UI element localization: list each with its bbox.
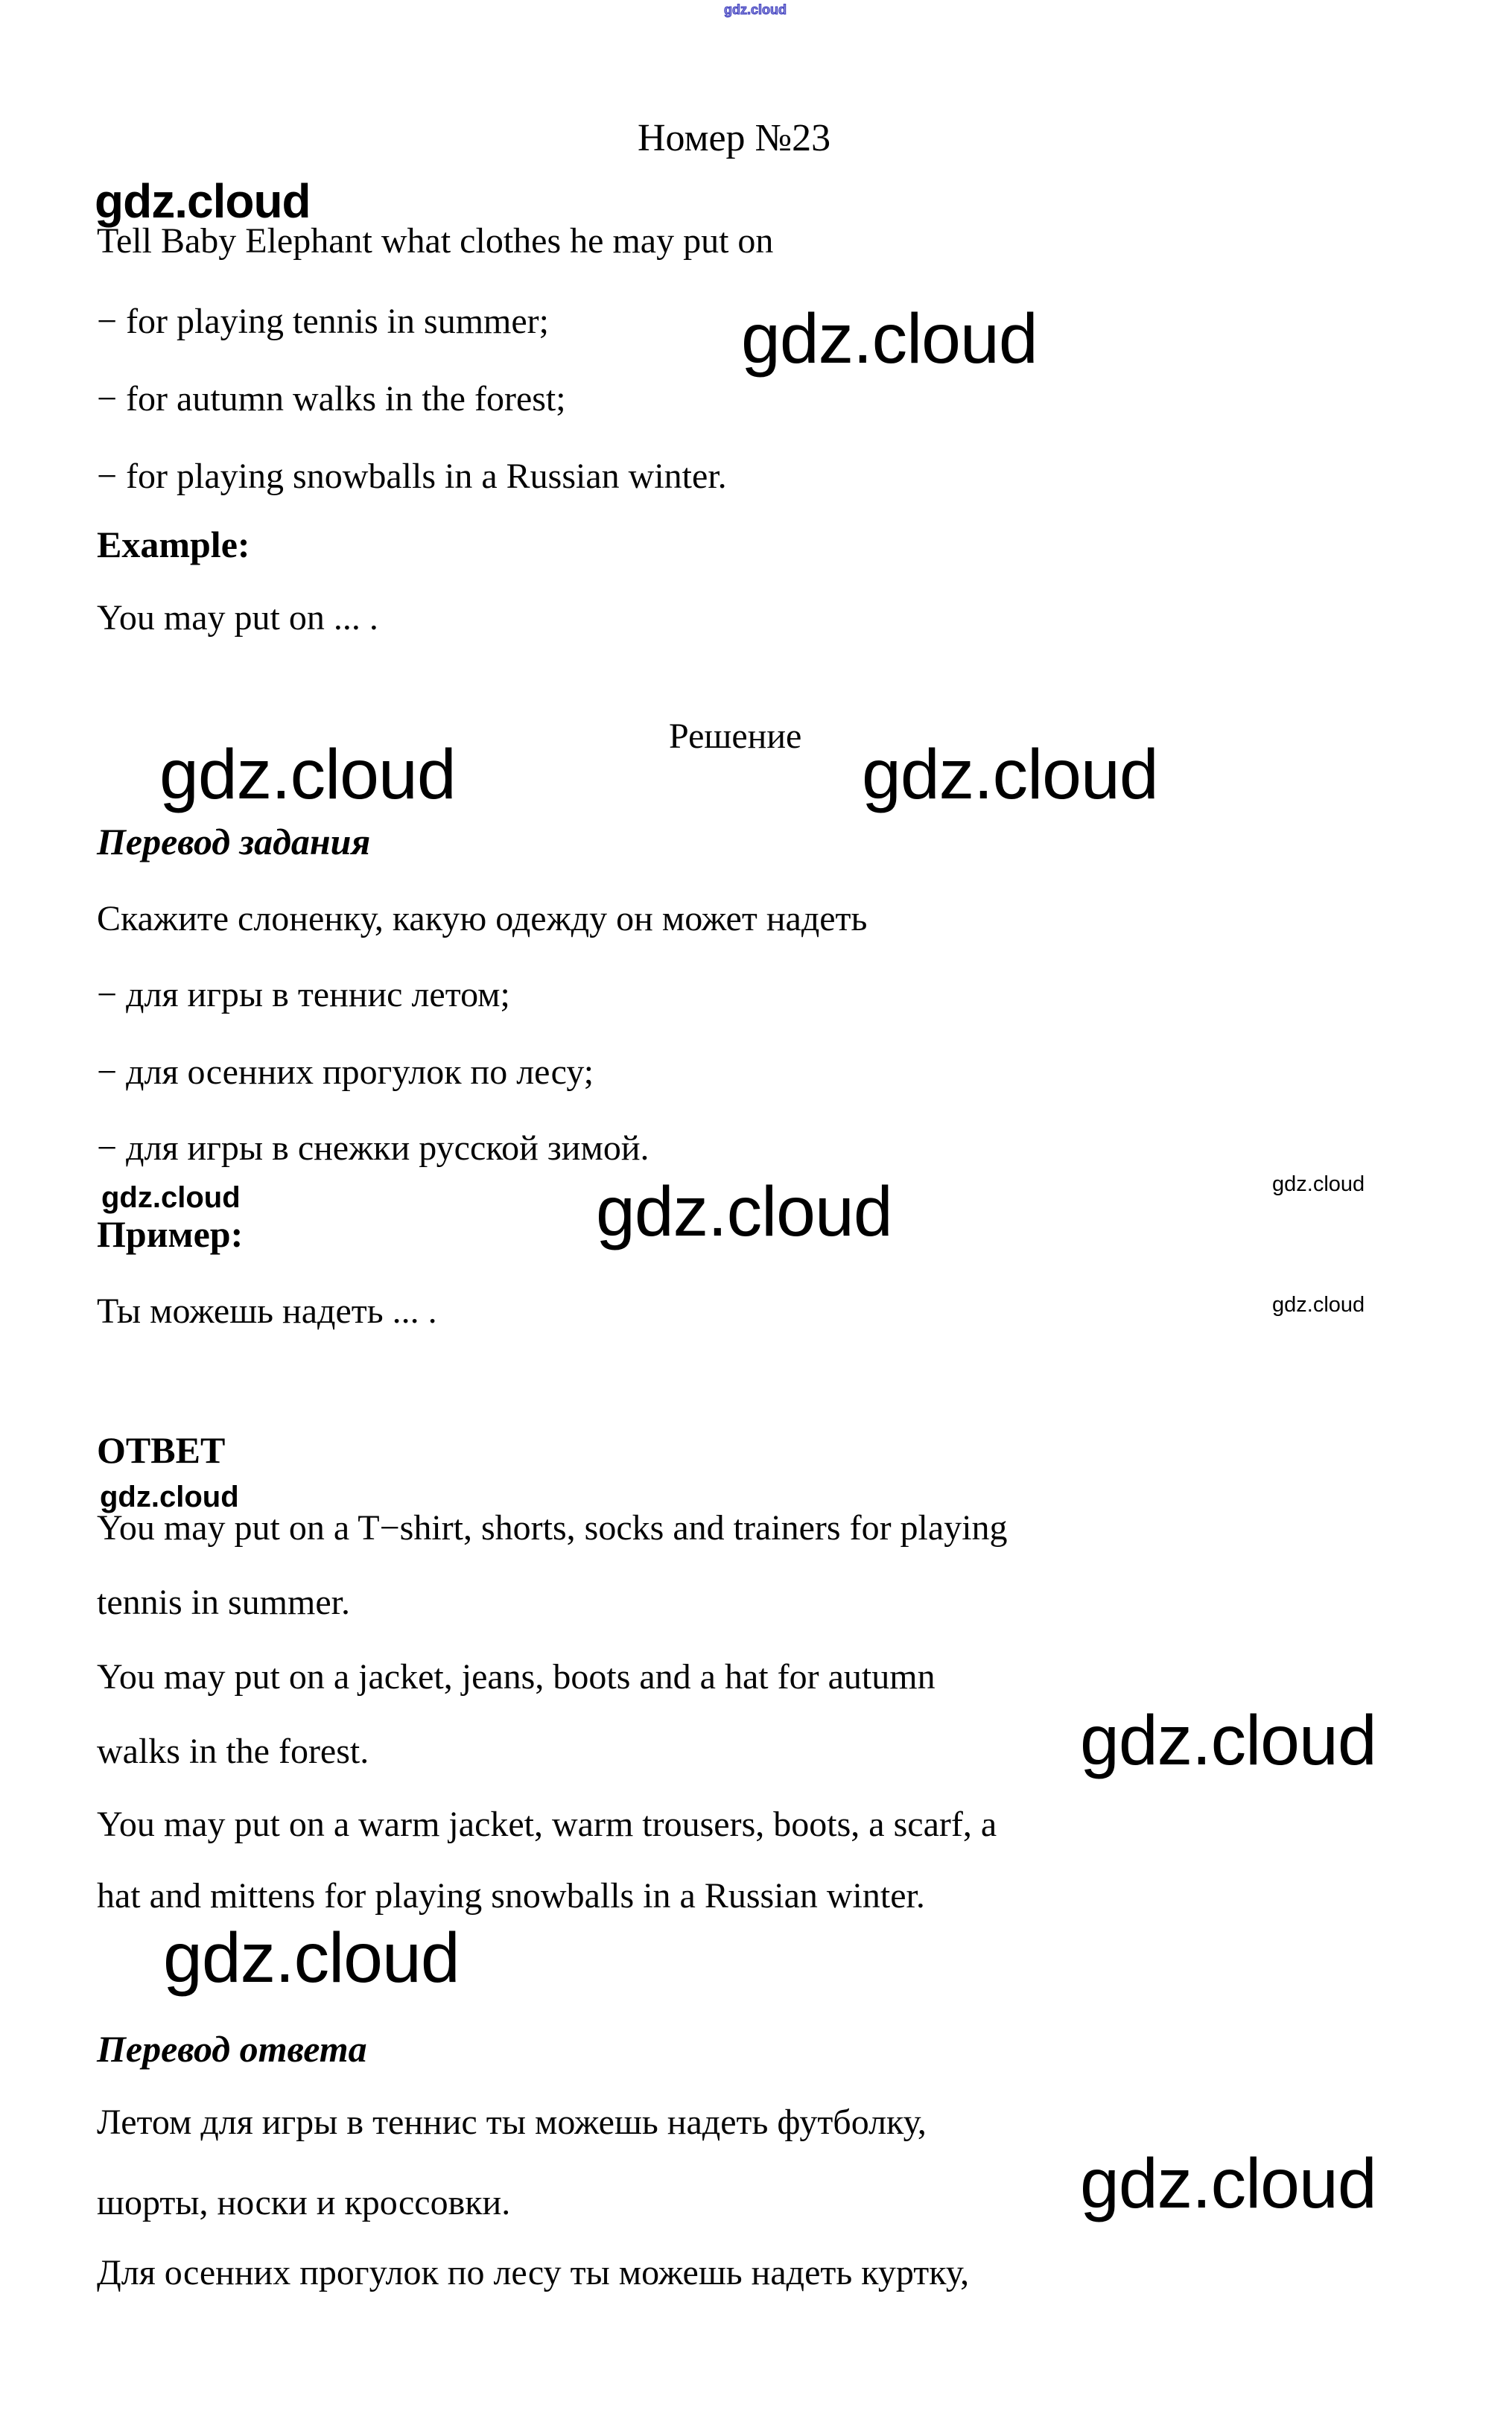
task-bullet-summer: − for playing tennis in summer; bbox=[97, 302, 549, 341]
task-line: Tell Baby Elephant what clothes he may put on bbox=[97, 221, 774, 261]
example-translation-text: Ты можешь надеть ... . bbox=[97, 1291, 437, 1331]
answer-line-6: hat and mittens for playing snowballs in a Russian winter. bbox=[97, 1876, 925, 1916]
watermark-gdz-cloud: gdz.cloud bbox=[1272, 1172, 1365, 1196]
page-title: Номер №23 bbox=[638, 117, 831, 159]
watermark-gdz-cloud: gdz.cloud bbox=[163, 1919, 460, 1997]
answer-line-5: You may put on a warm jacket, warm trousers, boots, a scarf, a bbox=[97, 1805, 997, 1844]
watermark-gdz-cloud: gdz.cloud bbox=[159, 735, 456, 814]
task-translation-bullet-winter: − для игры в снежки русской зимой. bbox=[97, 1128, 649, 1168]
watermark-gdz-cloud: gdz.cloud bbox=[101, 1181, 241, 1214]
watermark-gdz-cloud: gdz.cloud bbox=[596, 1172, 892, 1251]
answer-translation-heading: Перевод ответа bbox=[97, 2028, 367, 2070]
watermark-gdz-cloud: gdz.cloud bbox=[1080, 2144, 1376, 2223]
answer-translation-line-3: Для осенних прогулок по лесу ты можешь надеть куртку, bbox=[97, 2253, 970, 2292]
task-translation-heading: Перевод задания bbox=[97, 821, 371, 862]
watermark-gdz-cloud-top: gdz.cloud bbox=[724, 2, 787, 17]
example-label: Example: bbox=[97, 524, 250, 565]
answer-line-1: You may put on a T−shirt, shorts, socks and trainers for playing bbox=[97, 1508, 1008, 1548]
task-bullet-autumn: − for autumn walks in the forest; bbox=[97, 379, 566, 419]
task-bullet-winter: − for playing snowballs in a Russian winter. bbox=[97, 457, 727, 496]
example-text: You may put on ... . bbox=[97, 598, 378, 638]
solution-heading: Решение bbox=[669, 716, 802, 756]
example-translation-label: Пример: bbox=[97, 1213, 244, 1255]
answer-translation-line-1: Летом для игры в теннис ты можешь надеть футболку, bbox=[97, 2103, 927, 2142]
watermark-gdz-cloud: gdz.cloud bbox=[100, 1481, 239, 1513]
watermark-gdz-cloud: gdz.cloud bbox=[1272, 1293, 1365, 1317]
watermark-gdz-cloud: gdz.cloud bbox=[1080, 1701, 1376, 1780]
answer-heading: ОТВЕТ bbox=[97, 1429, 226, 1471]
watermark-gdz-cloud: gdz.cloud bbox=[741, 299, 1038, 378]
answer-translation-line-2: шорты, носки и кроссовки. bbox=[97, 2183, 511, 2222]
watermark-gdz-cloud: gdz.cloud bbox=[95, 174, 311, 228]
task-translation-bullet-summer: − для игры в теннис летом; bbox=[97, 975, 510, 1014]
task-translation-line: Скажите слоненку, какую одежду он может надеть bbox=[97, 899, 868, 938]
watermark-gdz-cloud: gdz.cloud bbox=[862, 735, 1158, 814]
task-translation-bullet-autumn: − для осенних прогулок по лесу; bbox=[97, 1052, 594, 1092]
answer-line-2: tennis in summer. bbox=[97, 1583, 350, 1622]
answer-line-3: You may put on a jacket, jeans, boots and a hat for autumn bbox=[97, 1657, 936, 1697]
answer-line-4: walks in the forest. bbox=[97, 1732, 369, 1771]
